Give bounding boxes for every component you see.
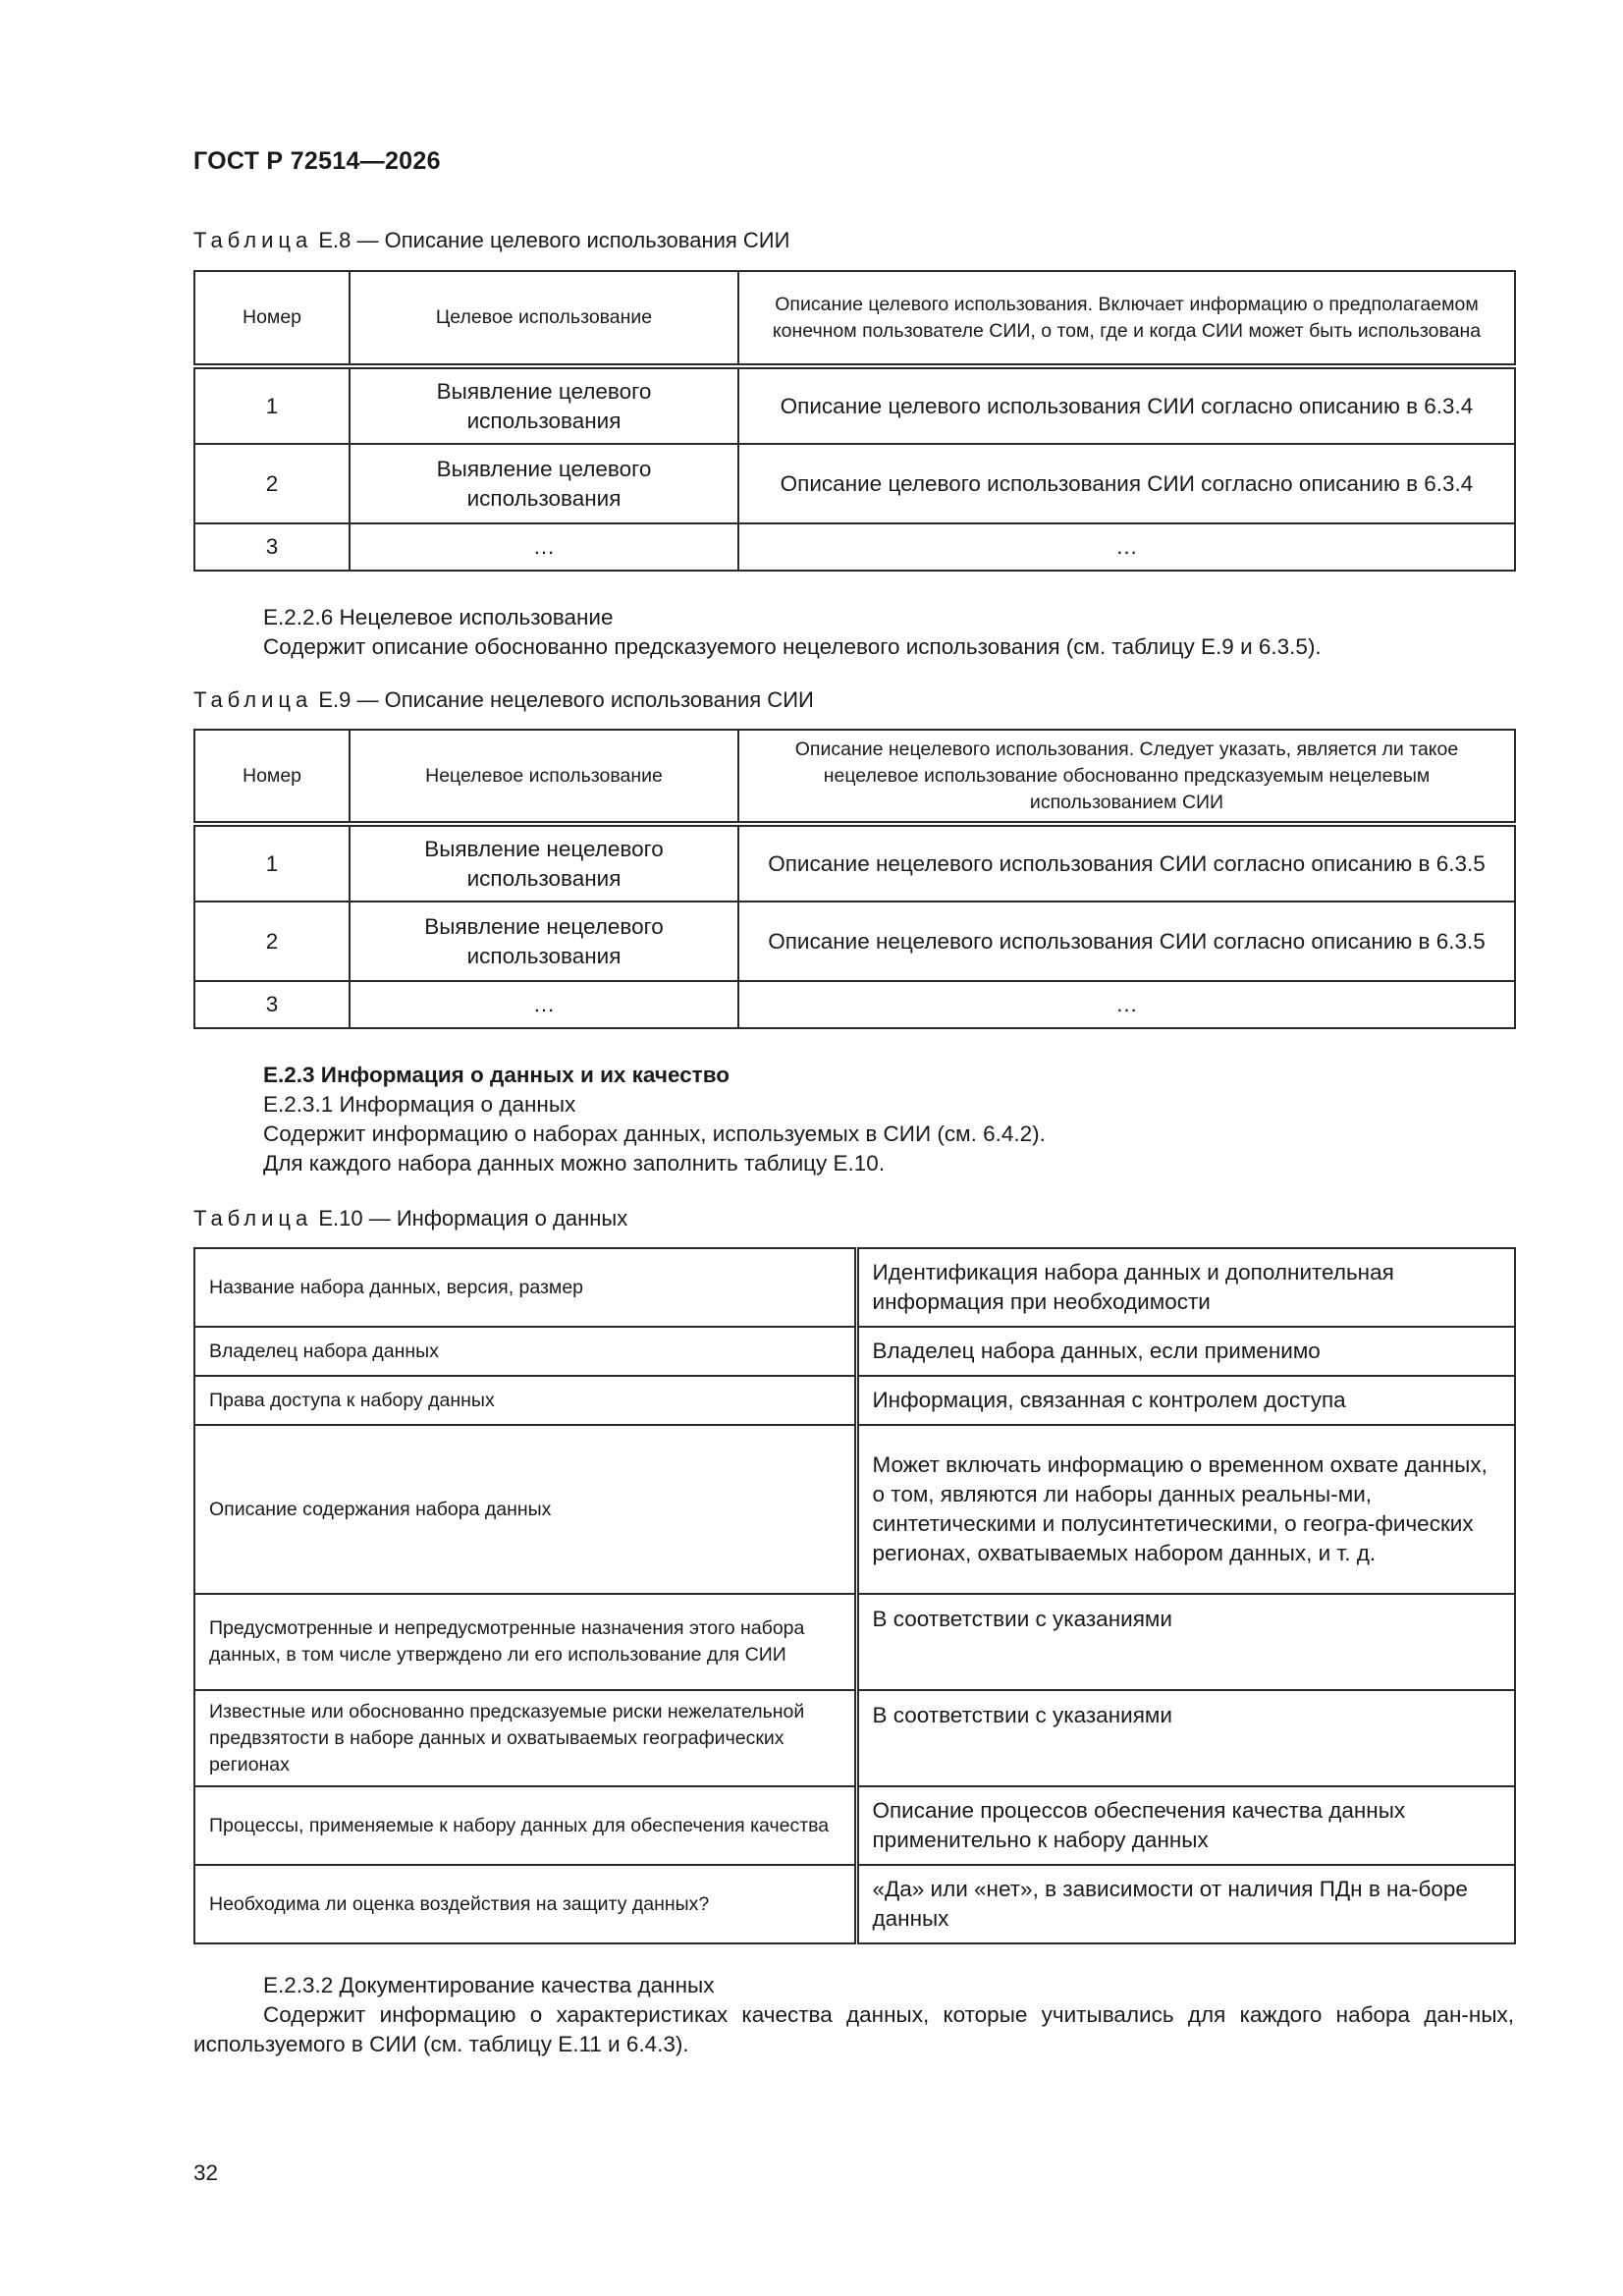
section-text-e226: Содержит описание обоснованно предсказуемого нецелевого использования (см. таблицу Е.9 и 6.3.5). bbox=[263, 634, 1322, 659]
table-row bbox=[194, 1594, 1515, 1690]
table-row bbox=[194, 1376, 1515, 1425]
table-cell: Описание целевого использования СИИ согласно описанию в 6.3.4 bbox=[738, 444, 1515, 523]
table-cell: Описание нецелевого использования СИИ согласно описанию в 6.3.5 bbox=[738, 824, 1515, 902]
table-row bbox=[194, 444, 1515, 523]
table-cell-value: Владелец набора данных, если применимо bbox=[856, 1327, 1515, 1376]
table-e10 bbox=[193, 1247, 1516, 1944]
section-text-e231-line1: Содержит информацию о наборах данных, используемых в СИИ (см. 6.4.2). bbox=[263, 1121, 1046, 1146]
table-cell: 1 bbox=[194, 824, 350, 902]
table-cell: Выявление нецелевого использования bbox=[350, 902, 738, 981]
table-cell-value: «Да» или «нет», в зависимости от наличия ПДн в на-боре данных bbox=[856, 1865, 1515, 1943]
header-cell: Описание нецелевого использования. Следует указать, является ли такое нецелевое использование обоснованно предсказуемым нецелевым использованием СИИ bbox=[738, 730, 1515, 824]
table-cell: Описание нецелевого использования СИИ согласно описанию в 6.3.5 bbox=[738, 902, 1515, 981]
section-text-e232: Содержит информацию о характеристиках качества данных, которые учитывались для каждого набора дан-ных, используемого в СИИ (см. таблицу Е.11 и 6.4.3). bbox=[193, 2002, 1514, 2056]
table-e10-caption: Таблица Е.10 — Информация о данных bbox=[193, 1206, 628, 1230]
table-row bbox=[194, 902, 1515, 981]
table-cell: Выявление целевого использования bbox=[350, 444, 738, 523]
table-e8-caption: Таблица Е.8 — Описание целевого использования СИИ bbox=[193, 228, 790, 252]
table-cell-key: Название набора данных, версия, размер bbox=[194, 1248, 856, 1327]
table-row bbox=[194, 1248, 1515, 1327]
table-row bbox=[194, 981, 1515, 1028]
section-title-e23: Е.2.3 Информация о данных и их качество bbox=[263, 1063, 730, 1087]
header-cell: Целевое использование bbox=[350, 271, 738, 366]
table-cell-key: Предусмотренные и непредусмотренные назначения этого набора данных, в том числе утверждено ли его использование для СИИ bbox=[194, 1594, 856, 1690]
document-header: ГОСТ Р 72514—2026 bbox=[193, 147, 441, 175]
table-row bbox=[194, 366, 1515, 444]
table-row bbox=[194, 1690, 1515, 1786]
table-cell: 2 bbox=[194, 444, 350, 523]
table-cell: 3 bbox=[194, 523, 350, 571]
table-row bbox=[194, 824, 1515, 902]
table-cell: 1 bbox=[194, 366, 350, 444]
table-cell: Выявление нецелевого использования bbox=[350, 824, 738, 902]
table-row bbox=[194, 1865, 1515, 1943]
table-cell-value: В соответствии с указаниями bbox=[856, 1594, 1515, 1690]
table-e9 bbox=[193, 729, 1516, 1029]
table-cell-key: Известные или обоснованно предсказуемые риски нежелательной предвзятости в наборе данных и охватываемых географических регионах bbox=[194, 1690, 856, 1786]
table-cell-key: Права доступа к набору данных bbox=[194, 1376, 856, 1425]
table-cell-value: Информация, связанная с контролем доступа bbox=[856, 1376, 1515, 1425]
table-cell: … bbox=[350, 523, 738, 571]
header-cell: Номер bbox=[194, 730, 350, 824]
page-number: 32 bbox=[193, 2160, 219, 2185]
table-header-row bbox=[194, 271, 1515, 366]
section-text-e231-line2: Для каждого набора данных можно заполнить таблицу Е.10. bbox=[263, 1151, 886, 1175]
table-cell-key: Процессы, применяемые к набору данных для обеспечения качества bbox=[194, 1786, 856, 1865]
section-title-e232: Е.2.3.2 Документирование качества данных bbox=[263, 1973, 715, 1997]
header-cell: Номер bbox=[194, 271, 350, 366]
table-cell-value: Может включать информацию о временном охвате данных, о том, являются ли наборы данных реальны-ми, синтетическими и полусинтетическими, о геогра-фических регионах, охватываемых набором данных, и т. д. bbox=[856, 1425, 1515, 1594]
table-cell-value: Описание процессов обеспечения качества данных применительно к набору данных bbox=[856, 1786, 1515, 1865]
table-cell-key: Необходима ли оценка воздействия на защиту данных? bbox=[194, 1865, 856, 1943]
table-cell-value: В соответствии с указаниями bbox=[856, 1690, 1515, 1786]
header-cell: Описание целевого использования. Включает информацию о предполагаемом конечном пользователе СИИ, о том, где и когда СИИ может быть использована bbox=[738, 271, 1515, 366]
section-title-e226: Е.2.2.6 Нецелевое использование bbox=[263, 605, 614, 629]
table-cell: Выявление целевого использования bbox=[350, 366, 738, 444]
table-row bbox=[194, 1786, 1515, 1865]
table-cell-key: Описание содержания набора данных bbox=[194, 1425, 856, 1594]
header-cell: Нецелевое использование bbox=[350, 730, 738, 824]
table-cell: … bbox=[738, 523, 1515, 571]
table-cell: 2 bbox=[194, 902, 350, 981]
table-row bbox=[194, 1425, 1515, 1594]
table-cell: Описание целевого использования СИИ согласно описанию в 6.3.4 bbox=[738, 366, 1515, 444]
table-e8 bbox=[193, 270, 1516, 572]
table-cell: … bbox=[738, 981, 1515, 1028]
table-row bbox=[194, 1327, 1515, 1376]
table-e9-caption: Таблица Е.9 — Описание нецелевого использования СИИ bbox=[193, 687, 814, 712]
table-cell: 3 bbox=[194, 981, 350, 1028]
table-header-row bbox=[194, 730, 1515, 824]
table-row bbox=[194, 523, 1515, 571]
section-subtitle-e231: Е.2.3.1 Информация о данных bbox=[263, 1092, 576, 1117]
table-cell: … bbox=[350, 981, 738, 1028]
table-cell-value: Идентификация набора данных и дополнительная информация при необходимости bbox=[856, 1248, 1515, 1327]
table-cell-key: Владелец набора данных bbox=[194, 1327, 856, 1376]
